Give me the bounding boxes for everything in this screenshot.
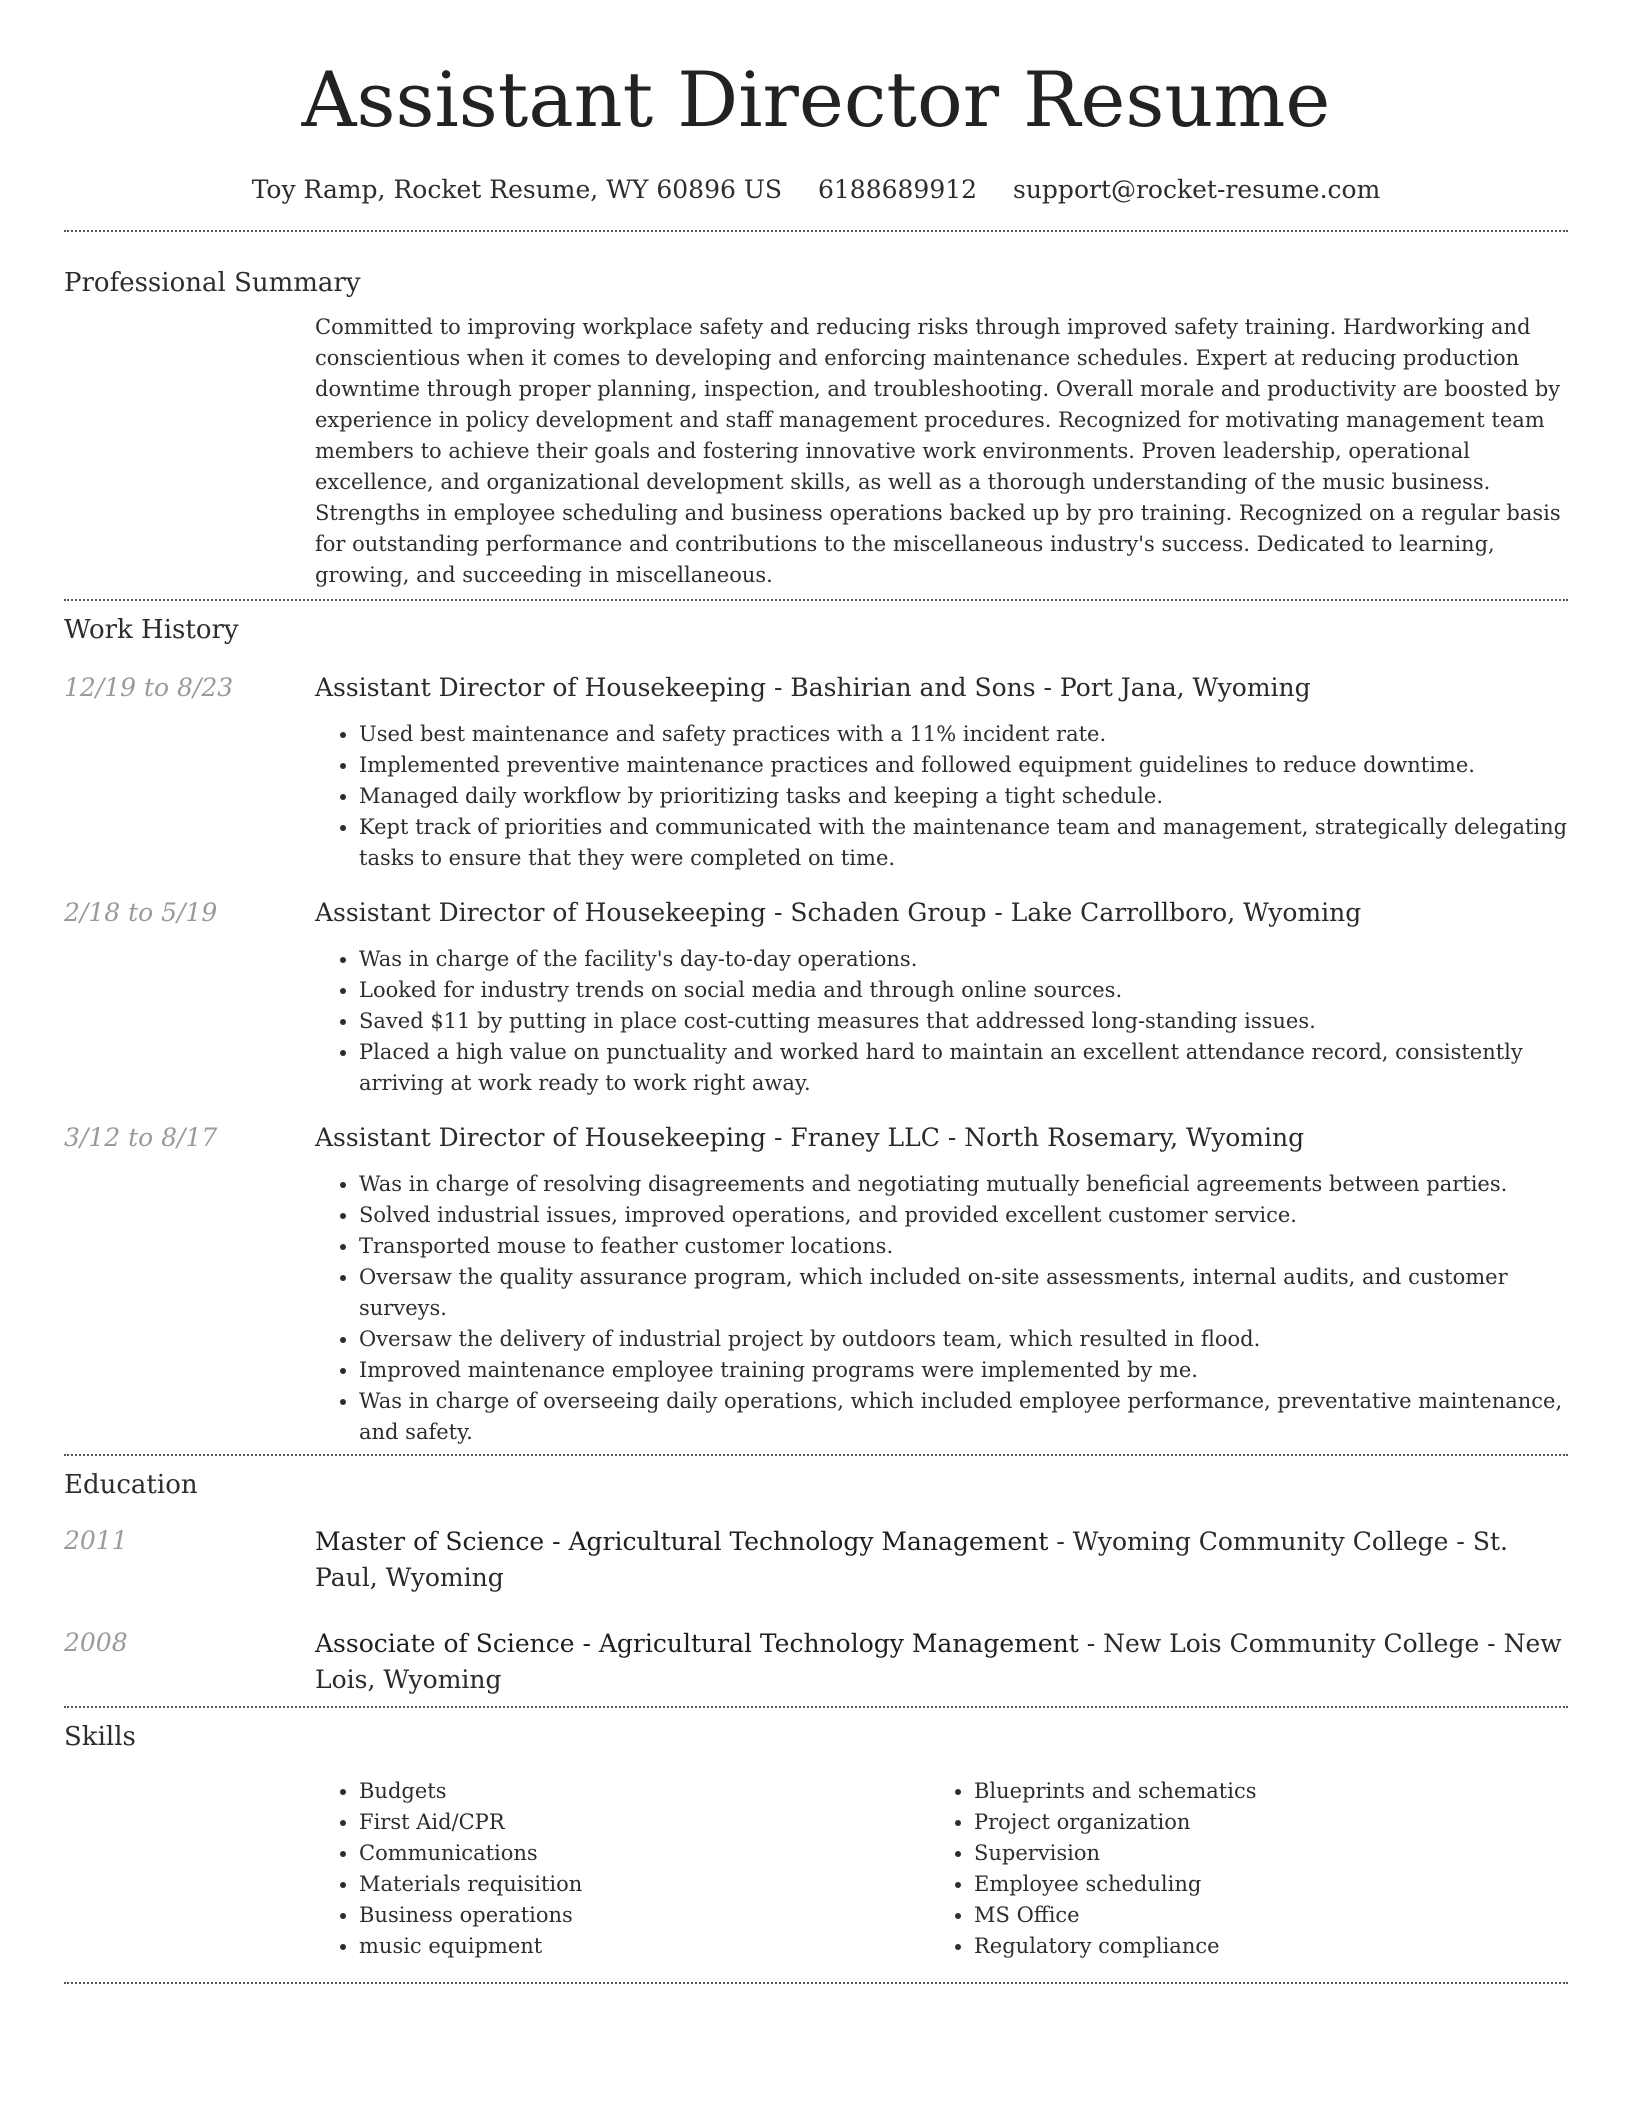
list-item: • Looked for industry trends on social media and through online sources. — [359, 975, 1568, 1006]
job-dates: 12/19 to 8/23 — [64, 673, 234, 702]
skills-list-left — [315, 1776, 930, 1962]
job-company: Schaden Group - Lake Carrollboro, Wyoming — [790, 898, 1362, 927]
skill-item: • Materials requisition — [359, 1869, 930, 1900]
section-heading: Work History — [64, 615, 239, 645]
section-heading: Education — [64, 1470, 198, 1500]
job-title: Assistant Director of Housekeeping — [315, 898, 767, 927]
resume-header — [64, 0, 1568, 206]
skill-item: • Project organization — [974, 1807, 1545, 1838]
job-company: Franey LLC - North Rosemary, Wyoming — [790, 1123, 1305, 1152]
list-item: • Oversaw the quality assurance program, which included on-site assessments, internal audits, and customer surveys. — [359, 1262, 1568, 1324]
job-entry — [64, 896, 1568, 1099]
job-company: Bashirian and Sons - Port Jana, Wyoming — [790, 673, 1311, 702]
summary-section — [64, 232, 1568, 591]
list-item: • Oversaw the delivery of industrial project by outdoors team, which resulted in flood. — [359, 1324, 1568, 1355]
list-item: • Managed daily workflow by prioritizing tasks and keeping a tight schedule. — [359, 781, 1568, 812]
list-item: • Used best maintenance and safety practices with a 11% incident rate. — [359, 719, 1568, 750]
job-dates: 3/12 to 8/17 — [64, 1123, 218, 1152]
list-item: • Implemented preventive maintenance practices and followed equipment guidelines to reduce downtime. — [359, 750, 1568, 781]
contact-phone: 6188689912 — [817, 175, 978, 204]
job-bullets — [315, 1169, 1568, 1448]
list-item: • Was in charge of resolving disagreements and negotiating mutually beneficial agreements between parties. — [359, 1169, 1568, 1200]
list-item: • Placed a high value on punctuality and worked hard to maintain an excellent attendance record, consistently arriving at work ready to work right away. — [359, 1037, 1568, 1099]
skills-section — [64, 1708, 1568, 1962]
skill-item: • Supervision — [974, 1838, 1545, 1869]
list-item: • Kept track of priorities and communicated with the maintenance team and management, strategically delegating tasks to ensure that they were completed on time. — [359, 812, 1568, 874]
education-entry: 2008 Associate of Science - Agricultural Technology Management - New Lois Community College - New Lois, Wyoming — [64, 1626, 1568, 1698]
job-entry — [64, 1121, 1568, 1448]
skill-item: • Blueprints and schematics — [974, 1776, 1545, 1807]
list-item: • Was in charge of the facility's day-to-day operations. — [359, 944, 1568, 975]
contact-line — [64, 174, 1568, 206]
education-school: New Lois Community College - New Lois, Wyoming — [315, 1629, 1562, 1694]
education-year: 2011 — [64, 1526, 128, 1555]
contact-address: Toy Ramp, Rocket Resume, WY 60896 US — [251, 175, 783, 204]
education-degree: Master of Science - Agricultural Technology Management — [315, 1527, 1049, 1556]
skill-item: • MS Office — [974, 1900, 1545, 1931]
work-history-section — [64, 601, 1568, 1448]
job-heading: Assistant Director of Housekeeping - Schaden Group - Lake Carrollboro, Wyoming — [315, 898, 1362, 927]
skill-item: • Communications — [359, 1838, 930, 1869]
job-bullets — [315, 719, 1568, 874]
list-item: • Solved industrial issues, improved operations, and provided excellent customer service. — [359, 1200, 1568, 1231]
list-item: • Transported mouse to feather customer locations. — [359, 1231, 1568, 1262]
contact-email: support@rocket-resume.com — [1013, 175, 1381, 204]
list-item: • Was in charge of overseeing daily operations, which included employee performance, preventative maintenance, and safety. — [359, 1386, 1568, 1448]
skill-item: • Regulatory compliance — [974, 1931, 1545, 1962]
job-title: Assistant Director of Housekeeping — [315, 1123, 767, 1152]
page-title: Assistant Director Resume — [301, 55, 1331, 144]
section-divider — [64, 1982, 1568, 1984]
skills-list-right — [930, 1776, 1545, 1962]
skill-item: • First Aid/CPR — [359, 1807, 930, 1838]
job-heading: Assistant Director of Housekeeping - Franey LLC - North Rosemary, Wyoming — [315, 1123, 1305, 1152]
education-entry: 2011 Master of Science - Agricultural Technology Management - Wyoming Community College - St. Paul, Wyoming — [64, 1524, 1568, 1596]
education-section — [64, 1456, 1568, 1698]
skills-columns — [315, 1776, 1568, 1962]
list-item: • Saved $11 by putting in place cost-cutting measures that addressed long-standing issues. — [359, 1006, 1568, 1037]
summary-text: Committed to improving workplace safety and reducing risks through improved safety training. Hardworking and conscientious when it comes to developing and enforcing maintenance schedules. Expert at reducing production downtime through proper planning, inspection, and troubleshooting. Overall morale and productivity are boosted by experience in policy development and staff management procedures. Recognized for motivating management team members to achieve their goals and fostering innovative work environments. Proven leadership, operational excellence, and organizational development skills, as well as a thorough understanding of the music business. Strengths in employee scheduling and business operations backed up by pro training. Recognized on a regular basis for outstanding performance and contributions to the miscellaneous industry's success. Dedicated to learning, growing, and succeeding in miscellaneous. — [315, 315, 1561, 587]
skill-item: • Budgets — [359, 1776, 930, 1807]
job-dates: 2/18 to 5/19 — [64, 898, 218, 927]
education-year: 2008 — [64, 1628, 128, 1657]
job-title: Assistant Director of Housekeeping — [315, 673, 767, 702]
list-item: • Improved maintenance employee training programs were implemented by me. — [359, 1355, 1568, 1386]
job-entry — [64, 671, 1568, 874]
section-heading: Professional Summary — [64, 268, 361, 298]
skill-item: • Business operations — [359, 1900, 930, 1931]
job-bullets — [315, 944, 1568, 1099]
education-school: Wyoming Community College - St. Paul, Wyoming — [315, 1527, 1508, 1592]
skill-item: • Employee scheduling — [974, 1869, 1545, 1900]
skill-item: • music equipment — [359, 1931, 930, 1962]
education-degree: Associate of Science - Agricultural Technology Management — [315, 1629, 1079, 1658]
job-heading: Assistant Director of Housekeeping - Bashirian and Sons - Port Jana, Wyoming — [315, 673, 1311, 702]
section-heading: Skills — [64, 1722, 136, 1752]
